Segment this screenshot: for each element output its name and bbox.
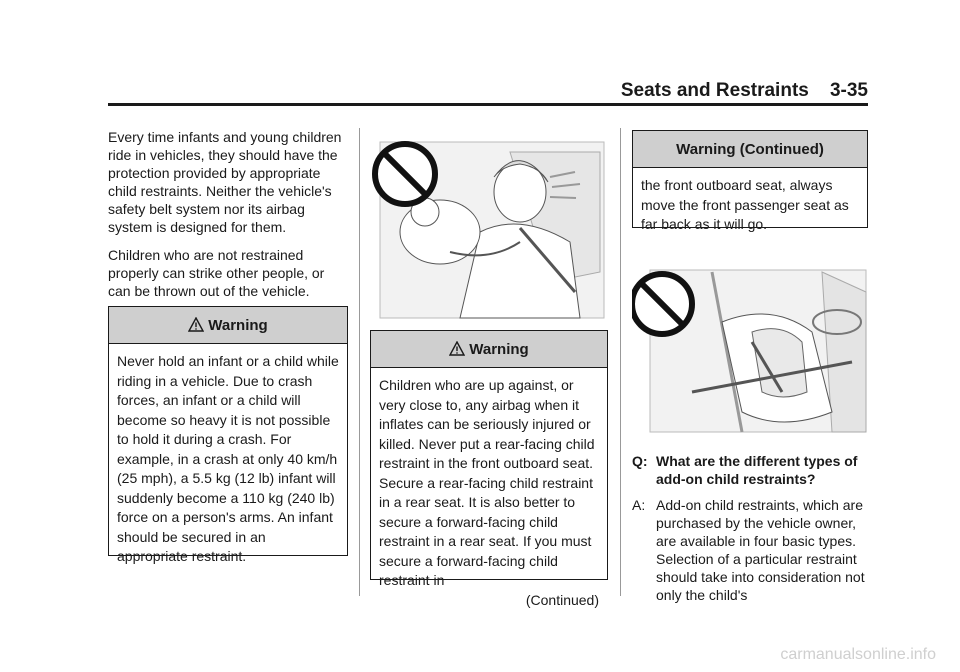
warning-header — [109, 307, 347, 344]
page-header — [621, 80, 868, 102]
illustration-adult-holding-infant — [370, 132, 608, 322]
column-divider — [359, 128, 360, 596]
continued-label: (Continued) — [525, 591, 599, 608]
section-title: Seats and Restraints — [620, 80, 809, 101]
watermark: carmanualsonline.info — [780, 646, 936, 663]
paragraph: Every time infants and young children ride in vehicles, they should have the protection provided by appropriate child restraints. Neither the vehicle's safety belt system nor its airbag system is designed for them. — [108, 129, 342, 235]
warning-icon — [449, 341, 465, 357]
answer-label: A: — [632, 497, 646, 513]
qa-question — [632, 452, 872, 488]
qa-section — [632, 452, 872, 612]
illustration-rear-facing-seat-front — [632, 262, 868, 434]
warning-header: Warning (Continued) — [633, 131, 867, 168]
page-number: 3-35 — [829, 80, 868, 101]
column-divider — [620, 128, 621, 596]
question-label: Q: — [632, 453, 648, 469]
header-rule — [108, 103, 868, 106]
warning-box-infant — [108, 306, 348, 564]
warning-body — [371, 368, 607, 618]
warning-icon — [188, 317, 204, 333]
warning-body: Never hold an infant or a child while riding in a vehicle. Due to crash forces, an infant or a child will become so heavy it is not possible to hold it during a crash. For example, in a crash at only 40 km/h (25 mph), a 5.5 kg (12 lb) infant will suddenly become a 110 kg (240 lb) force on a person's arms. An infant should be secured in an appropriate restraint. — [117, 353, 339, 564]
warning-body: the front outboard seat, always move the front passenger seat as far back as it will go. — [641, 177, 849, 232]
warning-title: Warning — [208, 316, 268, 334]
warning-title: Warning — [469, 340, 529, 358]
answer-text: Add-on child restraints, which are purchased by the vehicle owner, are available in four basic types. Selection of a particular restraint should take into consideration not only the child's — [656, 497, 865, 603]
column-1-text — [108, 128, 348, 310]
qa-answer — [632, 496, 872, 604]
warning-box-continued — [632, 130, 868, 232]
warning-text: Children who are up against, or very close to, any airbag when it inflates can be seriously injured or killed. Never put a rear-facing child restraint in the front outboard seat. Secure a rear-facing child restraint in a rear seat. It is also better to secure a forward-facing child restraint in a rear seat. If you must secure a forward-facing child restraint in — [379, 377, 595, 588]
question-text: What are the different types of add-on child restraints? — [656, 453, 858, 487]
paragraph: Children who are not restrained properly can strike other people, or can be thrown out of the vehicle. — [108, 247, 325, 299]
warning-header — [371, 331, 607, 368]
warning-box-airbag — [370, 330, 608, 608]
